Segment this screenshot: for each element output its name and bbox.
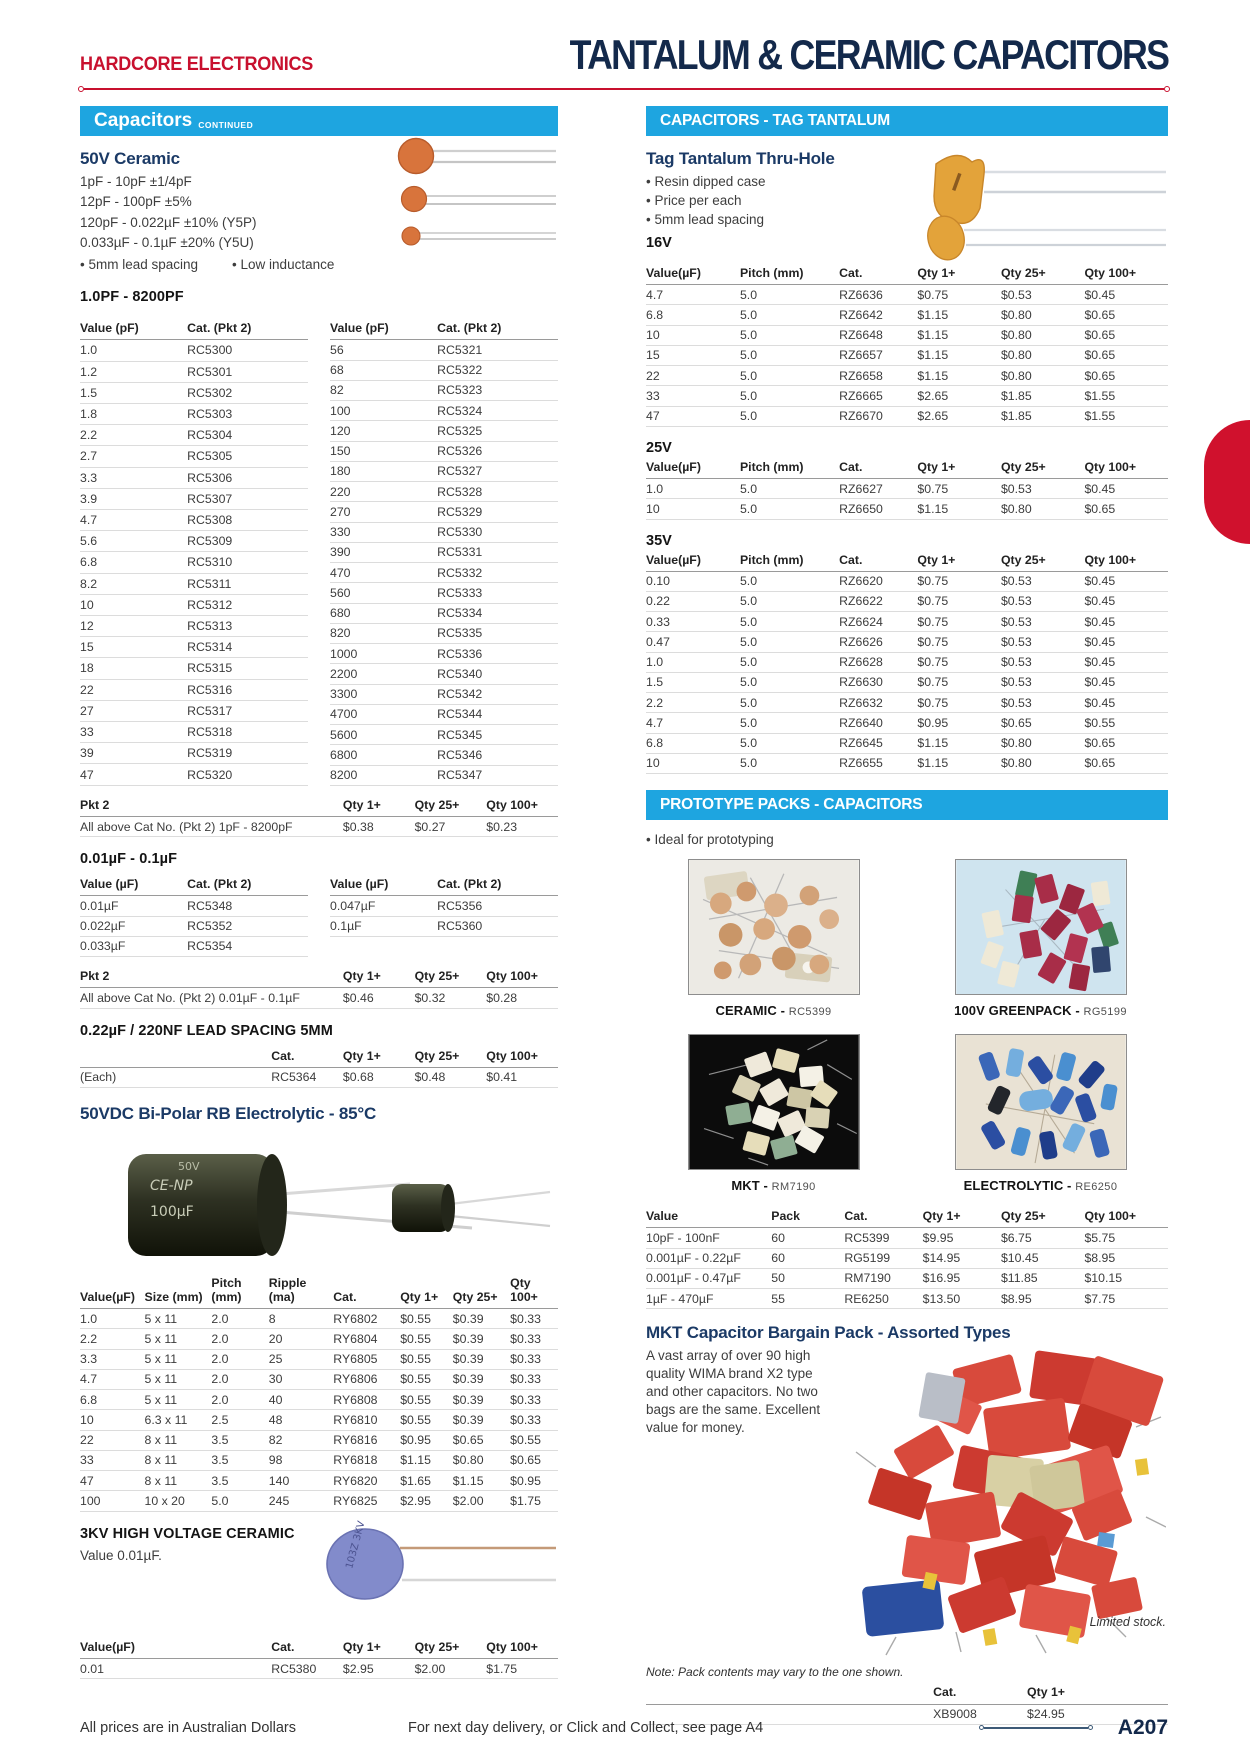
table-header-row <box>330 319 558 340</box>
column-header: Qty 25+ <box>415 967 487 988</box>
column-header: Qty 100+ <box>1084 1207 1168 1228</box>
table-row: 100 RC5324 <box>330 401 558 421</box>
pack-caption <box>670 1178 877 1193</box>
column-header: Pkt 2 <box>80 967 343 988</box>
column-header: Value (µF) <box>330 875 437 896</box>
ceramic-50v-heading: 50V Ceramic <box>80 149 180 168</box>
table-header-row <box>646 1207 1168 1228</box>
ceramic-pack-image <box>688 859 860 995</box>
table-row: 8200 RC5347 <box>330 765 558 785</box>
tantalum-16v-table <box>646 264 1168 427</box>
column-header: Qty 25+ <box>1001 264 1085 285</box>
pack-label: CERAMIC - <box>715 1003 786 1019</box>
column-header: Qty 25+ <box>415 1638 487 1659</box>
column-header: Qty 25+ <box>453 1274 510 1309</box>
pack-cat: RE6250 <box>1075 1181 1118 1194</box>
column-header: Cat. (Pkt 2) <box>437 875 558 896</box>
pack-contents-note: Note: Pack contents may vary to the one shown. <box>646 1665 904 1680</box>
electrolytic-pack-image <box>955 1034 1127 1170</box>
table-row: 33 RC5318 <box>80 722 308 743</box>
column-header: Pitch (mm) <box>211 1274 268 1309</box>
pack-caption <box>670 1003 877 1018</box>
table-row: 2.7 RC5305 <box>80 446 308 467</box>
table-row: 8.2 RC5311 <box>80 573 308 594</box>
table-row: 10 6.3 x 11 2.5 48 RY6810 $0.55 $0.39 $0.33 <box>80 1410 558 1430</box>
bullet-item: • Price per each <box>646 191 835 210</box>
pack-label: 100V GREENPACK - <box>954 1003 1080 1019</box>
greenpack-pack-image <box>955 859 1127 995</box>
column-header: Qty 100+ <box>486 1638 558 1659</box>
bullet-item: • Resin dipped case <box>646 172 835 191</box>
footer-rule <box>980 1724 1092 1732</box>
table-row: 10 5.0 RZ6655 $1.15 $0.80 $0.65 <box>646 753 1168 773</box>
column-header: Qty 100+ <box>486 967 558 988</box>
table-row: 1.0 5.0 RZ6628 $0.75 $0.53 $0.45 <box>646 652 1168 672</box>
footer-delivery-note: For next day delivery, or Click and Collect, see page A4 <box>407 1720 764 1736</box>
tantalum-intro <box>646 136 1168 264</box>
table-row: 1.0 RC5300 <box>80 340 308 361</box>
right-column <box>646 106 1168 1725</box>
range-heading-uf: 0.01µF - 0.1µF <box>80 851 178 868</box>
table-row: 6.8 5.0 RZ6645 $1.15 $0.80 $0.65 <box>646 733 1168 753</box>
table-row: 0.001µF - 0.47µF 50 RM7190 $16.95 $11.85 $10.15 <box>646 1268 1168 1288</box>
ceramic-50v-specs <box>80 172 334 253</box>
column-header: Value(µF) <box>80 1638 271 1659</box>
rule-end-dot <box>78 86 84 92</box>
table-row: 1.5 RC5302 <box>80 382 308 403</box>
ceramic-uf-pricing-table <box>80 967 558 1008</box>
table-row: 3300 RC5342 <box>330 684 558 704</box>
ceramic-capacitor-image <box>390 136 558 258</box>
table-row: 10 5.0 RZ6650 $1.15 $0.80 $0.65 <box>646 499 1168 519</box>
table-header-row <box>330 875 558 896</box>
table-row: 12 RC5313 <box>80 616 308 637</box>
section-title: CAPACITORS - TAG TANTALUM <box>660 112 890 129</box>
section-title: PROTOTYPE PACKS - CAPACITORS <box>660 796 923 814</box>
table-row: 1µF - 470µF 55 RE6250 $13.50 $8.95 $7.75 <box>646 1289 1168 1309</box>
mkt-bargain-body <box>646 1347 1168 1659</box>
spec-line: 120pF - 0.022µF ±10% (Y5P) <box>80 214 257 230</box>
hv-ceramic-section <box>80 1519 558 1680</box>
table-row: 0.47 5.0 RZ6626 $0.75 $0.53 $0.45 <box>646 632 1168 652</box>
tantalum-bullets <box>646 172 835 229</box>
rule-end-dot <box>1164 86 1170 92</box>
column-header: Cat. <box>271 1638 343 1659</box>
table-row: 82 RC5323 <box>330 380 558 400</box>
table-row: 6.8 RC5310 <box>80 552 308 573</box>
table-row: 22 8 x 11 3.5 82 RY6816 $0.95 $0.65 $0.55 <box>80 1430 558 1450</box>
bullet-item: • 5mm lead spacing <box>80 255 198 275</box>
column-header: Ripple (ma) <box>269 1274 334 1309</box>
table-row: 1.8 RC5303 <box>80 404 308 425</box>
spec-line: 1pF - 10pF ±1/4pF <box>80 174 192 189</box>
table-row: 18 RC5315 <box>80 658 308 679</box>
column-header: Pitch (mm) <box>740 458 839 479</box>
table-row: 1000 RC5336 <box>330 644 558 664</box>
table-row: 2.2 RC5304 <box>80 425 308 446</box>
svg-text:100µF: 100µF <box>150 1203 194 1220</box>
bipolar-table <box>80 1274 558 1512</box>
table-header-row <box>80 875 308 896</box>
bipolar-photos <box>80 1132 558 1272</box>
hv-ceramic-table <box>80 1638 558 1679</box>
header-rule <box>80 85 1168 93</box>
table-header-row <box>646 458 1168 479</box>
rule-end-dot <box>979 1725 984 1730</box>
column-header: Cat. <box>333 1274 400 1309</box>
table-row: 470 RC5332 <box>330 563 558 583</box>
bullet-item: • Low inductance <box>232 255 334 275</box>
pack-greenpack <box>937 859 1144 1018</box>
column-header: Qty 1+ <box>343 967 415 988</box>
ceramic-pf-table-right <box>330 319 558 786</box>
prototype-bullets <box>646 830 1168 849</box>
table-row: 0.33 5.0 RZ6624 $0.75 $0.53 $0.45 <box>646 612 1168 632</box>
column-header: Cat. <box>839 264 917 285</box>
table-row: 0.10 5.0 RZ6620 $0.75 $0.53 $0.45 <box>646 571 1168 591</box>
column-header: Qty 1+ <box>343 1047 415 1068</box>
pack-cat: RM7190 <box>771 1181 816 1194</box>
column-header: Pack <box>771 1207 844 1228</box>
section-title-suffix: CONTINUED <box>198 119 254 130</box>
table-row: 0.033µF RC5354 <box>80 936 308 956</box>
tantalum-heading: Tag Tantalum Thru-Hole <box>646 149 835 168</box>
pack-cat: RC5399 <box>788 1006 832 1019</box>
column-header: Qty 1+ <box>917 551 1001 572</box>
table-header-row <box>80 1274 558 1309</box>
column-header: Cat. <box>839 458 917 479</box>
pack-cat: RG5199 <box>1083 1006 1127 1019</box>
bullet-item: • 5mm lead spacing <box>646 210 835 229</box>
hv-disc-capacitor-image <box>308 1518 558 1618</box>
voltage-label-16v: 16V <box>646 235 672 252</box>
spec-line: 12pF - 100pF ±5% <box>80 194 192 210</box>
table-header-row <box>80 796 558 817</box>
column-header: Pitch (mm) <box>740 551 839 572</box>
table-row: 2200 RC5340 <box>330 664 558 684</box>
page-header <box>80 26 1168 76</box>
table-row: 4.7 5 x 11 2.0 30 RY6806 $0.55 $0.39 $0.33 <box>80 1369 558 1389</box>
table-row: 1.0 5.0 RZ6627 $0.75 $0.53 $0.45 <box>646 479 1168 499</box>
lead-spacing-table <box>80 1047 558 1088</box>
pack-caption <box>937 1178 1144 1193</box>
table-header-row <box>646 551 1168 572</box>
table-row: 3.9 RC5307 <box>80 488 308 509</box>
table-row: 3.3 RC5306 <box>80 467 308 488</box>
table-header-row <box>80 1047 558 1068</box>
table-row: 100 10 x 20 5.0 245 RY6825 $2.95 $2.00 $1.75 <box>80 1491 558 1511</box>
table-header-row <box>80 967 558 988</box>
table-row: 33 5.0 RZ6665 $2.65 $1.85 $1.55 <box>646 386 1168 406</box>
column-header: Cat. (Pkt 2) <box>437 319 558 340</box>
pack-label: MKT - <box>731 1178 768 1194</box>
page-title: TANTALUM & CERAMIC CAPACITORS <box>569 31 1168 78</box>
column-header: Qty 1+ <box>343 1638 415 1659</box>
spec-line: 0.033µF - 0.1µF ±20% (Y5U) <box>80 234 254 250</box>
table-row: 39 RC5319 <box>80 743 308 764</box>
table-row: 47 8 x 11 3.5 140 RY6820 $1.65 $1.15 $0.95 <box>80 1471 558 1491</box>
column-header: Value (µF) <box>80 875 187 896</box>
table-row: 4.7 RC5308 <box>80 510 308 531</box>
column-header: Pitch (mm) <box>740 264 839 285</box>
bullet-item: • Ideal for prototyping <box>646 830 1168 849</box>
table-row: 270 RC5329 <box>330 502 558 522</box>
table-row: 1.5 5.0 RZ6630 $0.75 $0.53 $0.45 <box>646 672 1168 692</box>
mkt-bargain-heading: MKT Capacitor Bargain Pack - Assorted Types <box>646 1323 1011 1343</box>
svg-text:CE-NP: CE-NP <box>150 1177 193 1194</box>
rule-end-dot <box>1088 1725 1093 1730</box>
column-header: Qty 25+ <box>1001 551 1085 572</box>
ceramic-uf-table-left <box>80 875 308 957</box>
voltage-label-25v: 25V <box>646 439 672 456</box>
prototype-pack-table <box>646 1207 1168 1309</box>
table-row: All above Cat No. (Pkt 2) 1pF - 8200pF $0.38 $0.27 $0.23 <box>80 817 558 837</box>
table-row: 15 RC5314 <box>80 637 308 658</box>
column-header: Cat. <box>839 551 917 572</box>
column-header: Qty 1+ <box>917 264 1001 285</box>
svg-text:50V: 50V <box>178 1159 200 1173</box>
table-row: 0.001µF - 0.22µF 60 RG5199 $14.95 $10.45 $8.95 <box>646 1248 1168 1268</box>
column-header: Cat. <box>844 1207 922 1228</box>
ceramic-pf-pricing-table <box>80 796 558 837</box>
table-row: 4700 RC5344 <box>330 704 558 724</box>
table-row: 180 RC5327 <box>330 461 558 481</box>
column-header: Qty 25+ <box>415 796 487 817</box>
footer-prices-note: All prices are in Australian Dollars <box>80 1720 296 1736</box>
column-header: Qty 25+ <box>415 1047 487 1068</box>
column-header <box>646 1683 933 1704</box>
table-row: 2.2 5 x 11 2.0 20 RY6804 $0.55 $0.39 $0.33 <box>80 1329 558 1349</box>
table-row: 68 RC5322 <box>330 360 558 380</box>
table-header-row <box>80 1638 558 1659</box>
column-header: Qty 1+ <box>1027 1683 1168 1704</box>
column-header: Cat. (Pkt 2) <box>187 875 308 896</box>
pack-electrolytic <box>937 1034 1144 1193</box>
ceramic-pf-tables <box>80 319 558 786</box>
page-number: A207 <box>1117 1716 1168 1739</box>
tantalum-25v-table <box>646 458 1168 520</box>
tantalum-capacitor-image <box>906 146 1168 264</box>
range-heading-pf: 1.0PF - 8200PF <box>80 289 184 306</box>
limited-stock-note: Limited stock. <box>1089 1615 1166 1630</box>
tantalum-35v-table <box>646 551 1168 775</box>
column-header: Qty 100+ <box>1084 551 1168 572</box>
table-row: 390 RC5331 <box>330 542 558 562</box>
table-row: 15 5.0 RZ6657 $1.15 $0.80 $0.65 <box>646 345 1168 365</box>
table-row: 1.2 RC5301 <box>80 361 308 382</box>
table-row: 4.7 5.0 RZ6640 $0.95 $0.65 $0.55 <box>646 713 1168 733</box>
column-header: Qty 100+ <box>510 1274 558 1309</box>
table-row: 6.8 5.0 RZ6642 $1.15 $0.80 $0.65 <box>646 305 1168 325</box>
table-row: 120 RC5325 <box>330 421 558 441</box>
table-row: 150 RC5326 <box>330 441 558 461</box>
column-header: Qty 1+ <box>343 796 415 817</box>
table-row: 680 RC5334 <box>330 603 558 623</box>
table-row: All above Cat No. (Pkt 2) 0.01µF - 0.1µF $0.46 $0.32 $0.28 <box>80 988 558 1008</box>
column-header: Qty 1+ <box>917 458 1001 479</box>
column-header: Value <box>646 1207 771 1228</box>
table-row: 2.2 5.0 RZ6632 $0.75 $0.53 $0.45 <box>646 693 1168 713</box>
table-row: 0.047µF RC5356 <box>330 896 558 916</box>
table-row: 22 5.0 RZ6658 $1.15 $0.80 $0.65 <box>646 366 1168 386</box>
column-header: Value (pF) <box>330 319 437 340</box>
hv-ceramic-heading: 3KV HIGH VOLTAGE CERAMIC <box>80 1525 295 1542</box>
table-row: 0.022µF RC5352 <box>80 916 308 936</box>
table-row: 10pF - 100nF 60 RC5399 $9.95 $6.75 $5.75 <box>646 1228 1168 1248</box>
table-row: 10 RC5312 <box>80 594 308 615</box>
table-row: 560 RC5333 <box>330 583 558 603</box>
column-header: Value (pF) <box>80 319 187 340</box>
mkt-pack-image <box>688 1034 860 1170</box>
pack-ceramic <box>670 859 877 1018</box>
column-header: Qty 100+ <box>486 796 558 817</box>
column-header: Qty 100+ <box>486 1047 558 1068</box>
brand: HARDCORE ELECTRONICS <box>80 54 313 75</box>
table-row: 47 RC5320 <box>80 764 308 785</box>
column-header: Qty 100+ <box>1084 458 1168 479</box>
bipolar-heading: 50VDC Bi-Polar RB Electrolytic - 85°C <box>80 1103 377 1123</box>
column-header: Qty 100+ <box>1084 264 1168 285</box>
column-header: Value(µF) <box>646 264 740 285</box>
column-header: Cat. <box>271 1047 343 1068</box>
page-footer <box>80 1716 1168 1740</box>
table-row: 1.0 5 x 11 2.0 8 RY6802 $0.55 $0.39 $0.33 <box>80 1309 558 1329</box>
section-header-capacitors <box>80 106 558 136</box>
ceramic-50v-intro <box>80 136 558 313</box>
pack-caption <box>937 1003 1144 1018</box>
pack-mkt <box>670 1034 877 1193</box>
column-header: Qty 1+ <box>923 1207 1001 1228</box>
table-row: 820 RC5335 <box>330 623 558 643</box>
table-row: 56 RC5321 <box>330 340 558 360</box>
table-row: 220 RC5328 <box>330 482 558 502</box>
table-row: (Each) RC5364 $0.68 $0.48 $0.41 <box>80 1067 558 1087</box>
electrolytic-capacitor-image <box>80 1132 558 1272</box>
table-row: 0.1µF RC5360 <box>330 916 558 936</box>
column-header: Value(µF) <box>80 1274 145 1309</box>
table-row: 33 8 x 11 3.5 98 RY6818 $1.15 $0.80 $0.65 <box>80 1450 558 1470</box>
content-columns <box>80 106 1168 1725</box>
ceramic-pf-table-left <box>80 319 308 786</box>
svg-text:103Z 3KV: 103Z 3KV <box>344 1519 368 1570</box>
table-row: 6.8 5 x 11 2.0 40 RY6808 $0.55 $0.39 $0.33 <box>80 1390 558 1410</box>
column-header: Qty 1+ <box>400 1274 453 1309</box>
hv-ceramic-subtext: Value 0.01µF. <box>80 1547 162 1563</box>
table-row: 22 RC5316 <box>80 679 308 700</box>
column-header: Qty 25+ <box>1001 1207 1085 1228</box>
table-row: 27 RC5317 <box>80 700 308 721</box>
section-header-prototype-packs <box>646 790 1168 820</box>
column-header: Value(µF) <box>646 551 740 572</box>
column-header <box>80 1047 271 1068</box>
table-header-row <box>80 319 308 340</box>
table-row: 0.01µF RC5348 <box>80 896 308 916</box>
ceramic-50v-bullets <box>80 255 334 275</box>
column-header: Value(µF) <box>646 458 740 479</box>
column-header: Qty 25+ <box>1001 458 1085 479</box>
table-row: 6800 RC5346 <box>330 745 558 765</box>
section-title: Capacitors <box>94 110 193 131</box>
table-row: 3.3 5 x 11 2.0 25 RY6805 $0.55 $0.39 $0.33 <box>80 1349 558 1369</box>
wima-capacitor-pile-image <box>836 1347 1166 1659</box>
section-header-tag-tantalum <box>646 106 1168 136</box>
voltage-label-35v: 35V <box>646 532 672 549</box>
table-row: XB9008 $24.95 <box>646 1704 1168 1724</box>
column-header: Cat. (Pkt 2) <box>187 319 308 340</box>
table-row: 0.01 RC5380 $2.95 $2.00 $1.75 <box>80 1659 558 1679</box>
table-row: 0.22 5.0 RZ6622 $0.75 $0.53 $0.45 <box>646 591 1168 611</box>
table-header-row <box>646 1683 1168 1704</box>
table-row: 5.6 RC5309 <box>80 531 308 552</box>
prototype-pack-grid <box>646 859 1168 1193</box>
ceramic-uf-table-right <box>330 875 558 937</box>
table-row: 330 RC5330 <box>330 522 558 542</box>
table-row: 47 5.0 RZ6670 $2.65 $1.85 $1.55 <box>646 406 1168 426</box>
left-column <box>80 106 558 1725</box>
table-row: 10 5.0 RZ6648 $1.15 $0.80 $0.65 <box>646 325 1168 345</box>
lead-spacing-heading: 0.22µF / 220NF LEAD SPACING 5MM <box>80 1022 333 1039</box>
column-header: Cat. <box>933 1683 1027 1704</box>
column-header: Pkt 2 <box>80 796 343 817</box>
table-row: 5600 RC5345 <box>330 725 558 745</box>
table-row: 4.7 5.0 RZ6636 $0.75 $0.53 $0.45 <box>646 285 1168 305</box>
pack-label: ELECTROLYTIC - <box>963 1178 1072 1194</box>
table-header-row <box>646 264 1168 285</box>
column-header: Size (mm) <box>145 1274 212 1309</box>
ceramic-uf-tables <box>80 875 558 957</box>
mkt-bargain-description: A vast array of over 90 high quality WIMA brand X2 type and other capacitors. No two bags are the same. Excellent value for money. <box>646 1348 821 1436</box>
